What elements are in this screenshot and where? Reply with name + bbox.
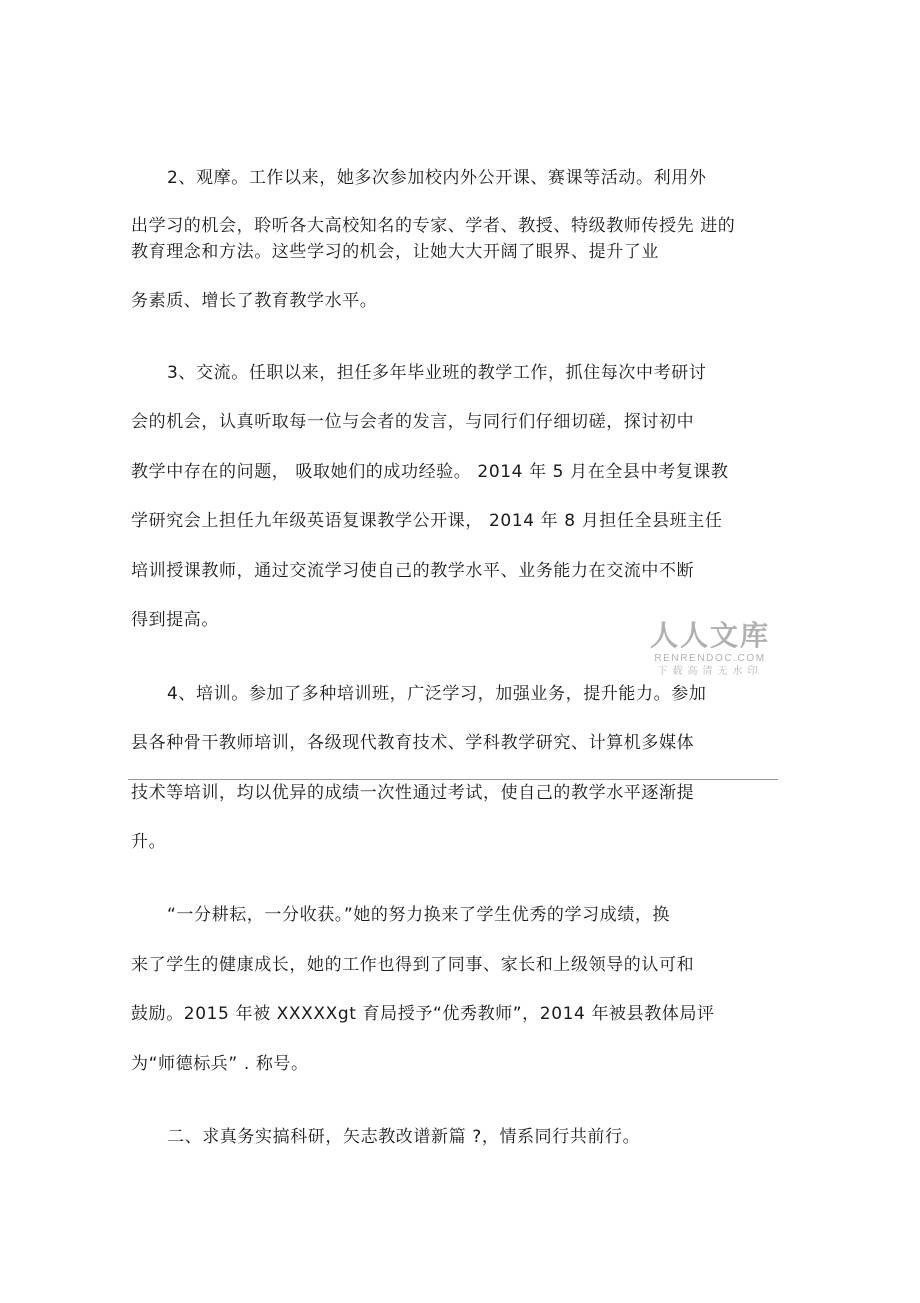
- paragraph-1-line-1: 2、观摩。工作以来，她多次参加校内外公开课、赛课等活动。利用外: [167, 168, 707, 188]
- watermark-tagline: 下载高清无水印: [657, 666, 763, 677]
- paragraph-1-line-3: 教育理念和方法。这些学习的机会，让她大大开阔了眼界、提升了业: [131, 242, 659, 262]
- section-heading: 二、求真务实搞科研，矢志教改谱新篇 ?，情系同行共前行。: [167, 1127, 641, 1147]
- paragraph-2-line-1: 3、交流。任职以来，担任多年毕业班的教学工作，抓住每次中考研讨: [167, 363, 707, 383]
- paragraph-1-line-2: 出学习的机会，聆听各大高校知名的专家、学者、教授、特级教师传授先 进的: [131, 216, 736, 236]
- paragraph-3-line-1: 4、培训。参加了多种培训班，广泛学习，加强业务，提升能力。参加: [167, 684, 707, 704]
- paragraph-3-line-3: 技术等培训，均以优异的成绩一次性通过考试，使自己的教学水平逐渐提: [131, 783, 695, 803]
- paragraph-4-line-2: 来了学生的健康成长，她的工作也得到了同事、家长和上级领导的认可和: [131, 955, 695, 975]
- watermark-url: RENRENDOC.COM: [654, 653, 766, 664]
- paragraph-4-line-3: 鼓励。2015 年被 XXXXXgt 育局授予“优秀教师”，2014 年被县教体局评: [131, 1004, 715, 1024]
- watermark-logo: [645, 620, 775, 678]
- paragraph-1-line-4: 务素质、增长了教育教学水平。: [131, 291, 378, 311]
- paragraph-2-line-4: 学研究会上担任九年级英语复课教学公开课， 2014 年 8 月担任全县班主任: [131, 511, 723, 531]
- paragraph-2-line-2: 会的机会，认真听取每一位与会者的发言，与同行们仔细切磋，探讨初中: [131, 412, 695, 432]
- paragraph-3-line-4: 升。: [131, 832, 167, 852]
- paragraph-2-line-6: 得到提高。: [131, 610, 219, 630]
- horizontal-divider: [128, 779, 778, 780]
- paragraph-4-line-1: “一分耕耘，一分收获。”她的努力换来了学生优秀的学习成绩，换: [167, 905, 671, 925]
- paragraph-3-line-2: 县各种骨干教师培训，各级现代教育技术、学科教学研究、计算机多媒体: [131, 733, 695, 753]
- paragraph-4-line-4: 为“师德标兵” . 称号。: [131, 1054, 309, 1074]
- paragraph-2-line-5: 培训授课教师，通过交流学习使自己的教学水平、业务能力在交流中不断: [131, 561, 695, 581]
- watermark-title: 人人文库: [649, 619, 770, 652]
- paragraph-2-line-3: 教学中存在的问题， 吸取她们的成功经验。 2014 年 5 月在全县中考复课教: [131, 462, 729, 482]
